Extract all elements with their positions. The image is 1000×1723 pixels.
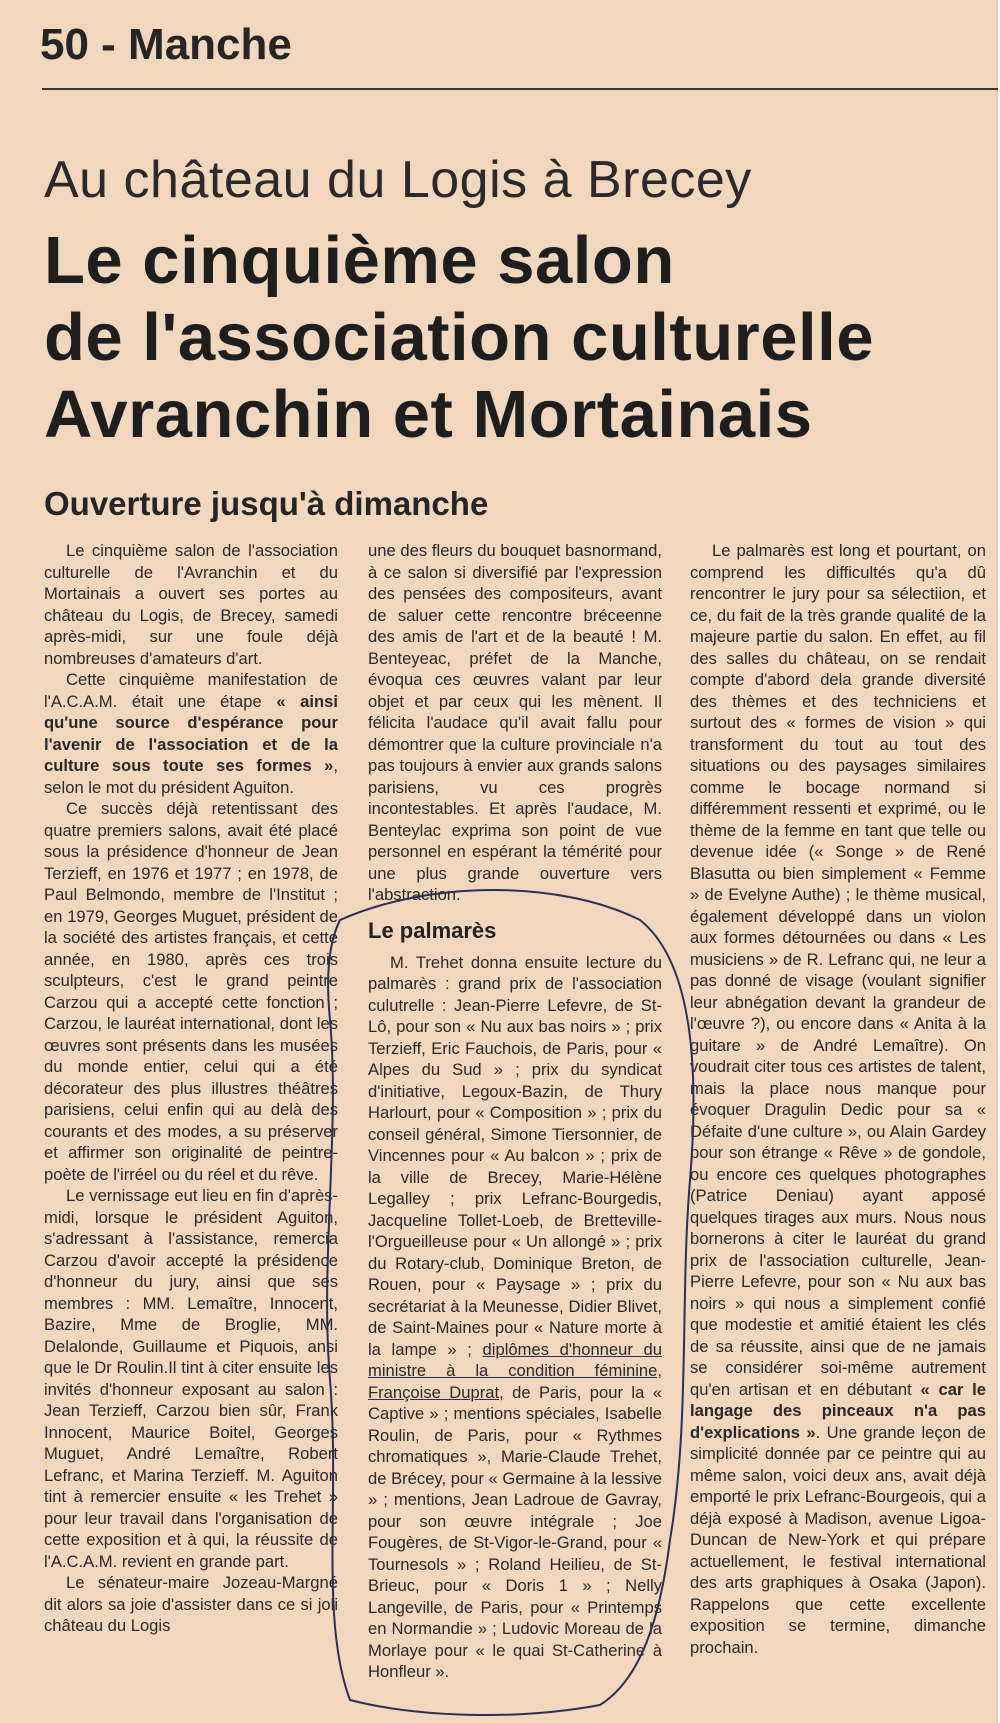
paragraph-text: . Une grande leçon de simplicité donnée par ce peintre qui au même salon, voici deux ans, avait déjà emporté le prix Lefranc-Bourgeois, qui a déjà exposé à Madison, avenue Ligoa-Duncan de New-York et qui prépare actuellement, le festival international des arts graphiques à Osaka (Japon). Rappelons que cette excellente exposition se termine, dimanche prochain. xyxy=(690,1422,986,1657)
quote-bold: « ainsi qu'une source d'espérance pour l'avenir de l'association et de la culture sous toute ses formes » xyxy=(44,691,338,775)
paragraph-text: M. Trehet donna ensuite lecture du palmarès : grand prix de l'association culutrelle : Jean-Pierre Lefevre, de St-Lô, pour son « Nu aux bas noirs » ; prix Terzieff, Eric Fauchois, de Paris, pour « Alpes du Sud » ; prix du syndicat d'initiative, Legoux-Bazin, de Thury Harlourt, pour « Composition » ; prix du conseil général, Simone Tiersonnier, de Vincennes pour « Au balcon » ; prix de la ville de Brecey, Marie-Hélène Legalley ; prix Lefranc-Bourgedis, Jacqueline Tollet-Loeb, de Bretteville-l'Orgueilleuse pour « Un allongé » ; prix du Rotary-club, Dominique Breton, de Rouen, pour « Paysage » ; prix du secrétariat à la Meunesse, Didier Blivet, de Saint-Maines pour « Nature morte à la lampe » ; xyxy=(368,952,662,1359)
underlined-text: diplômes d'honneur du ministre à la condition féminine, Françoise Duprat, xyxy=(368,1339,662,1402)
paragraph xyxy=(368,952,662,1683)
article-column-2 xyxy=(368,540,662,1683)
paragraph: une des fleurs du bouquet basnormand, à ce salon si diversifié par l'expression des pensées des compositeurs, avant de saluer cette rencontre bréceenne des amis de l'art et de la beauté ! M. Benteyeac, préfet de la Manche, évoqua ces œuvres valant par leur objet et par ceux qui les mènent. Il félicita l'audace qu'il avait fallu pour démontrer que la culture provinciale n'a pas toujours à envier aux grands salons parisiens, vu ces progrès incontestables. Et après l'audace, M. Benteylac exprima son point de vue personnel en espérant la témérité pour une plus grande ouverture vers l'abstraction. xyxy=(368,541,662,904)
palmares-heading: Le palmarès xyxy=(368,917,497,943)
quote-bold: « car le langage des pinceaux n'a pas d'explications » xyxy=(690,1379,986,1442)
page-header: 50 - Manche xyxy=(40,20,292,69)
paragraph xyxy=(690,540,986,1658)
article-headline xyxy=(44,222,984,453)
article-subhead: Ouverture jusqu'à dimanche xyxy=(44,485,489,522)
paragraph xyxy=(44,669,338,798)
headline-line: de l'association culturelle xyxy=(44,300,874,375)
article-column-3 xyxy=(690,540,986,1658)
header-rule xyxy=(42,88,998,90)
headline-line: Avranchin et Mortainais xyxy=(44,377,813,452)
paragraph-text: de Paris, pour la « Captive » ; mentions spéciales, Isabelle Roulin, de Paris, pour « Rythmes chromatiques », Marie-Claude Trehet, de Brécey, pour « Germaine à la lessive » ; mentions, Jean Ladroue de Gavray, pour son œuvre intégrale ; Joe Fougères, de St-Vigor-le-Grand, pour « Tournesols » ; Roland Heilieu, de St-Brieuc, pour « Doris 1 » ; Nelly Langeville, de Paris, pour « Printemps en Normandie » ; Ludovic Moreau de la Morlaye pour « le quai St-Catherine à Honfleur ». xyxy=(368,1382,662,1681)
headline-line: Le cinquième salon xyxy=(44,223,675,298)
paragraph-text: Cette cinquième manifestation de l'A.C.A.M. était une étape xyxy=(44,670,338,711)
paragraph: Ce succès déjà retentissant des quatre premiers salons, avait été placé sous la présidence d'honneur de Jean Terzieff, en 1976 et 1977 ; en 1978, de Paul Belmondo, membre de l'Institut ; en 1979, Georges Muguet, président de la société des artistes français, et cette année, en 1980, après ces trois sculpteurs, c'est le grand peintre Carzou qui a accepté cette fonction ; Carzou, le lauréat international, dont les œuvres sont présents dans les musées du monde entier, celui qui a été décorateur des plus illustres théâtres parisiens, celui enfin qui au delà des courants et des modes, a su préserver et affirmer son originalité de peintre-poète de l'irréel ou du réel et du rêve. xyxy=(44,799,338,1184)
article-column-1 xyxy=(44,540,338,1637)
paragraph: Le sénateur-maire Jozeau-Margné dit alors sa joie d'assister dans ce si joli château du Logis xyxy=(44,1573,338,1635)
paragraph: Le cinquième salon de l'association culturelle de l'Avranchin et du Mortainais a ouvert ses portes au château du Logis, de Brecey, samedi après-midi, sur une foule déjà nombreuses d'amateurs d'art. xyxy=(44,541,338,668)
paragraph: Le vernissage eut lieu en fin d'après-midi, lorsque le président Aguiton, s'adressant à l'assistance, remercia Carzou d'avoir accepté la présidence d'honneur du jury, ainsi que ses membres : MM. Lemaître, Innocent, Bazire, Mme de Broglie, MM. Delalonde, Guillaume et Piquois, ansi que le Dr Roulin.Il tint à citer ensuite les invités d'honneur exposant au salon : Jean Terzieff, Carzou bien sûr, Frank Innocent, Maurice Boitel, Georges Muguet, André Lemaître, Robert Lefranc, et Marina Terzieff. M. Aguiton tint à remercier ensuite « les Trehet » pour leur travail dans l'organisation de cette exposition et à qui, la réussite de l'A.C.A.M. revient en grande part. xyxy=(44,1186,338,1571)
paragraph-text: Le palmarès est long et pourtant, on comprend les difficultés qu'a dû rencontrer le jury pour sa sélectiion, et ce, du fait de la très grande qualité de la majeure partie du salon. En effet, au fil des salles du château, on se rendait compte d'abord dela grande diversité des thèmes et des techniciens et surtout des « formes de vision » qui transforment du tout au tout des situations ou des paysages similaires comme le bocage normand si différemment ressenti et exprimé, ou le thème de la femme en tant que telle ou devenue idée (« Songe » de René Blasutta ou bien simplement « Femme » de Evelyne Authe) ; le thème musical, également développé dans un violon aux formes détournées ou dans « Les musiciens » de R. Lefranc qui, ne leur a pas donné de visage (voulant signifier leur abnégation devant la grandeur de l'œuvre ?), ou encore dans « Anita à la guitare » de André Lemaître). On voudrait citer tous ces artistes de talent, mais la place nous manque pour évoquer Dragulin Dedic pour sa « Défaite d'une culture », ou Alain Gardey pour son étrange « Rêve » de gondole, ou encore ces quelques photographes (Patrice Deniau) ayant apposé quelques tirages aux murs. Nous nous bornerons à citer le lauréat du grand prix de l'association culturelle, Jean-Pierre Lefevre, pour son « Nu aux bas noirs » qui nous a simplement confié que modestie et amitié étaient les clés de sa réussite, ainsi que de ne jamais se considérer soi-même autrement qu'en artisan et en débutant xyxy=(690,541,986,1399)
paragraph-text: , selon le mot du président Aguiton. xyxy=(44,756,338,797)
article-kicker: Au château du Logis à Brecey xyxy=(44,151,752,209)
